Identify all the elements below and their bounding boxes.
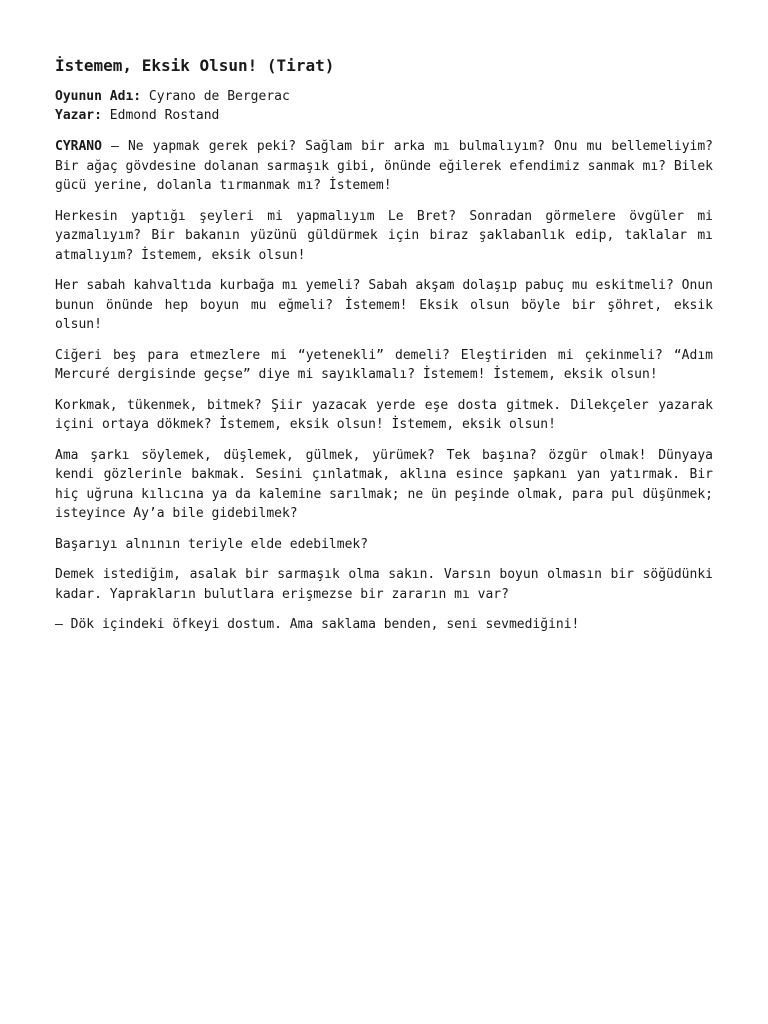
paragraph-2: Herkesin yaptığı şeyleri mi yapmalıyım Le Bret? Sonradan görmelere övgüler mi yazmalıyım? Bir bakanın yüzünü güldürmek için biraz şaklabanlık edip, taklalar mı atmalıyım? İstemem, eksik olsun! [55,208,713,263]
paragraph-3: Her sabah kahvaltıda kurbağa mı yemeli? Sabah akşam dolaşıp pabuç mu eskitmeli? Onun bunun önünde hep boyun mu eğmeli? İstemem! Eksik olsun böyle bir şöhret, eksik olsun! [55,278,713,332]
paragraph-1-text: – Ne yapmak gerek peki? Sağlam bir arka mı bulmalıyım? Onu mu bellemeliyim? Bir ağaç gövdesine dolanan sarmaşık gibi, önünde eğilerek efendimiz sanmak mı? Bilek gücü yerine, dolanla tırmanmak mı? İstemem! [55,139,713,193]
play-name-line [55,87,713,106]
document-page [55,55,713,646]
document-title: İstemem, Eksik Olsun! (Tirat) [55,56,335,75]
play-name-value: Cyrano de Bergerac [148,89,290,104]
paragraph-4: Ciğeri beş para etmezlere mi “yetenekli” demeli? Eleştiriden mi çekinmeli? “Adım Mercuré dergisinde geçse” diye mi sayıklamalı? İstemem! İstemem, eksik olsun! [55,347,713,382]
paragraph-9: – Dök içindeki öfkeyi dostum. Ama saklama benden, seni sevmediğini! [55,617,580,632]
play-name-label: Oyunun Adı: [55,89,142,104]
paragraph-7: Başarıyı alnının teriyle elde edebilmek? [55,536,369,552]
author-line [55,106,713,125]
speaker-name: CYRANO [55,139,102,154]
paragraph-6: Ama şarkı söylemek, düşlemek, gülmek, yürümek? Tek başına? özgür olmak! Dünyaya kendi gözlerinle bakmak. Sesini çınlatmak, aklına esince şapkanı yan yatırmak. Bir hiç uğruna kılıcına ya da kalemine sarılmak; ne ün peşinde olmak, para pul düşünmek; isteyince Ay’a bile gidebilmek? [55,447,713,521]
author-value: Edmond Rostand [109,108,220,123]
paragraph-1 [55,137,713,196]
paragraph-5: Korkmak, tükenmek, bitmek? Şiir yazacak yerde eşe dosta gitmek. Dilekçeler yazarak içini ortaya dökmek? İstemem, eksik olsun! İstemem, eksik olsun! [55,397,713,432]
paragraph-8: Demek istediğim, asalak bir sarmaşık olma sakın. Varsın boyun olmasın bir söğüdünki kadar. Yaprakların bulutlara erişmezse bir zararın mı var? [55,567,713,602]
author-label: Yazar: [55,108,102,123]
document-meta [55,87,713,125]
